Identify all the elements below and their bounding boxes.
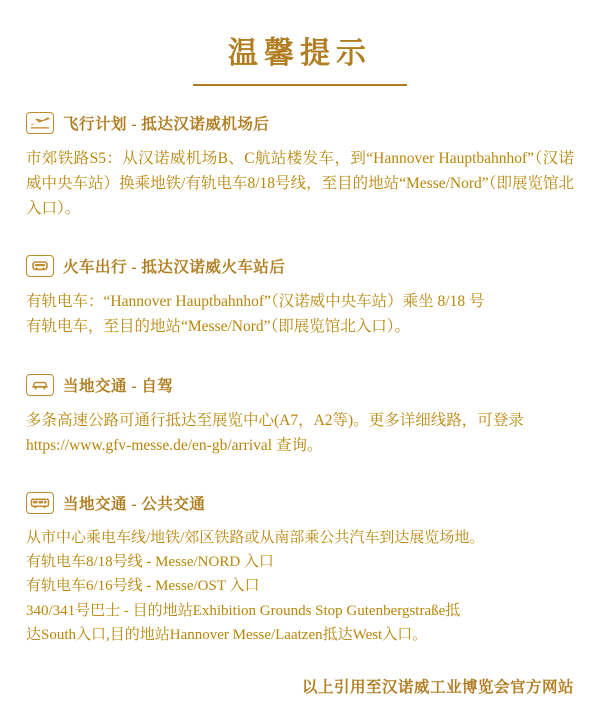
section-text (26, 289, 574, 339)
text-line: 有轨电车8/18号线 - Messe/NORD 入口 (26, 554, 274, 571)
train-icon (26, 255, 54, 277)
section-title: 飞行计划 - 抵达汉诺威机场后 (63, 116, 270, 133)
section-flight-plan (26, 112, 574, 221)
section-public-transport (26, 492, 574, 647)
section-header (26, 492, 574, 514)
section-train (26, 255, 574, 339)
text-line: 340/341号巴士 - 目的地站Exhibition Grounds Stop Gutenbergstraße抵 (26, 602, 461, 619)
section-text (26, 408, 574, 458)
text-line: 多条高速公路可通行抵达至展览中心(A7，A2等)。更多详细线路，可登录 (26, 411, 524, 429)
section-title: 当地交通 - 公共交通 (63, 495, 206, 513)
text-line: 从市中心乘电车线/地铁/郊区铁路或从南部乘公共汽车到达展览场地。 (26, 529, 485, 546)
text-line: 有轨电车：“Hannover Hauptbahnhof”（汉诺威中央车站）乘坐 8/18 号 (26, 293, 485, 311)
text-line: https://www.gfv-messe.de/en-gb/arrival 查询。 (26, 436, 323, 454)
section-text: 市郊铁路S5：从汉诺威机场B、C航站楼发车，到“Hannover Hauptbahnhof”（汉诺威中央车站）换乘地铁/有轨电车8/18号线，至目的地站“Messe/Nord”（即展览馆北入口）。 (26, 150, 574, 218)
spacer (26, 235, 574, 255)
sections-container (26, 112, 574, 647)
text-line: 达South入口,目的地站Hannover Messe/Laatzen抵达West入口。 (26, 626, 428, 643)
section-self-drive (26, 374, 574, 458)
page-title: 温馨提示 (228, 37, 372, 70)
text-line: 有轨电车，至目的地站“Messe/Nord”（即展览馆北入口）。 (26, 318, 411, 336)
footer-note: 以上引用至汉诺威工业博览会官方网站 (301, 679, 574, 696)
section-text (26, 526, 574, 647)
text-line: 有轨电车6/16号线 - Messe/OST 入口 (26, 578, 260, 595)
bus-icon (26, 492, 54, 514)
spacer (26, 354, 574, 374)
section-title: 当地交通 - 自驾 (63, 377, 174, 395)
car-icon (26, 374, 54, 396)
section-header (26, 255, 574, 277)
section-title: 火车出行 - 抵达汉诺威火车站后 (63, 259, 286, 277)
airplane-icon (26, 112, 54, 134)
spacer (26, 472, 574, 492)
section-header (26, 374, 574, 396)
section-header (26, 112, 574, 134)
title-divider (193, 84, 407, 86)
